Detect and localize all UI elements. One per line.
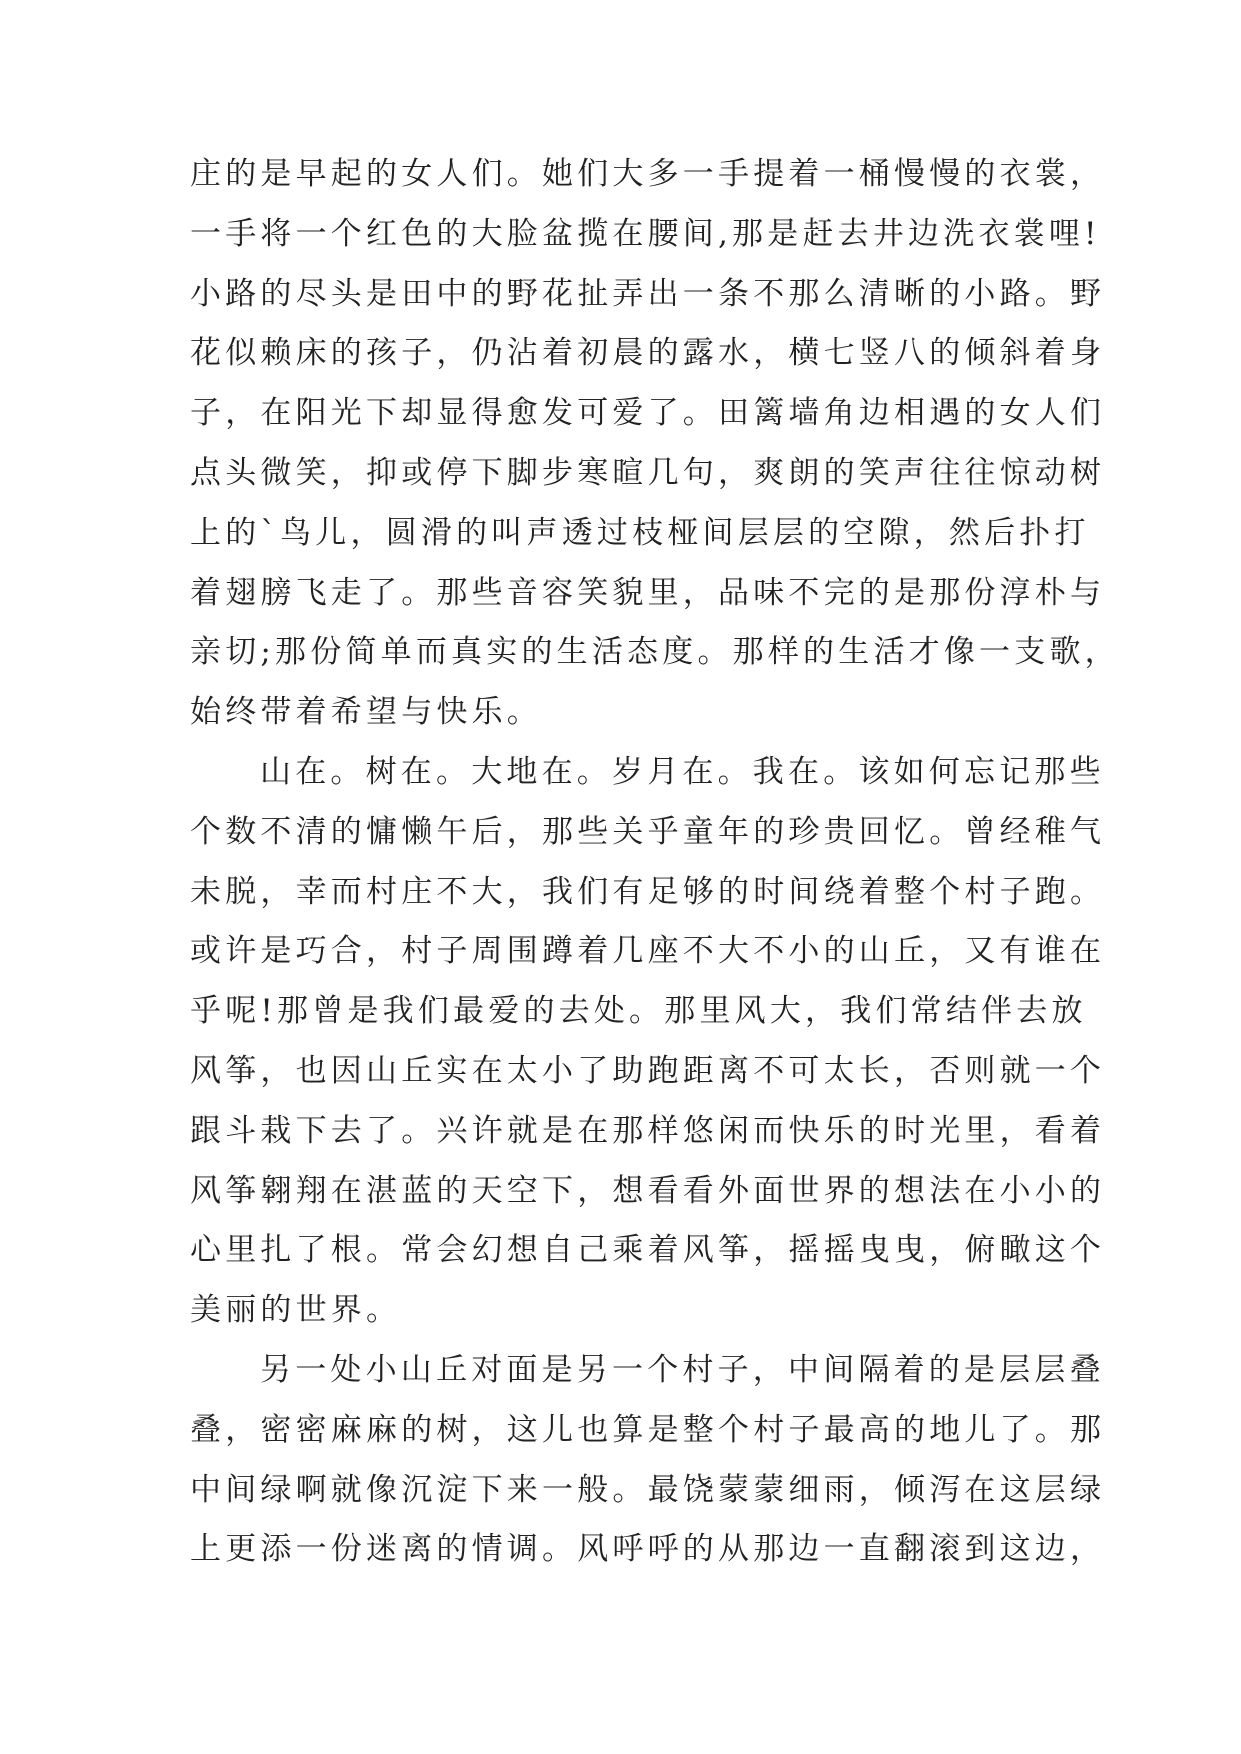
text-line: 上的`鸟儿，圆滑的叫声透过枝桠间层层的空隙，然后扑打 <box>190 514 1090 551</box>
text-line: 花似赖床的孩子，仍沾着初晨的露水，横七竖八的倾斜着身 <box>190 335 1106 372</box>
text-line: 乎呢!那曾是我们最爱的去处。那里风大，我们常结伴去放 <box>190 993 1087 1030</box>
paragraph-start-line: 山在。树在。大地在。岁月在。我在。该如何忘记那些 <box>260 753 1105 790</box>
paragraph-start-line: 另一处小山丘对面是另一个村子，中间隔着的是层层叠 <box>260 1351 1105 1388</box>
text-line: 点头微笑，抑或停下脚步寒暄几句，爽朗的笑声往往惊动树 <box>190 454 1106 491</box>
text-line: 庄的是早起的女人们。她们大多一手提着一桶慢慢的衣裳， <box>190 156 1106 192</box>
text-line: 子，在阳光下却显得愈发可爱了。田篱墙角边相遇的女人们 <box>190 395 1106 432</box>
text-line: 个数不清的慵懒午后，那些关乎童年的珍贵回忆。曾经稚气 <box>190 813 1106 850</box>
text-line: 跟斗栽下去了。兴许就是在那样悠闲而快乐的时光里，看着 <box>190 1112 1106 1149</box>
text-line: 始终带着希望与快乐。 <box>190 694 542 731</box>
text-line: 小路的尽头是田中的野花扯弄出一条不那么清晰的小路。野 <box>190 275 1106 312</box>
text-line: 中间绿啊就像沉淀下来一般。最饶蒙蒙细雨，倾泻在这层绿 <box>190 1471 1106 1508</box>
text-line: 美丽的世界。 <box>190 1292 402 1329</box>
text-line: 一手将一个红色的大脸盆揽在腰间,那是赶去井边洗衣裳哩! <box>190 215 1101 252</box>
text-line: 上更添一份迷离的情调。风呼呼的从那边一直翻滚到这边， <box>190 1531 1106 1568</box>
text-line: 或许是巧合，村子周围蹲着几座不大不小的山丘，又有谁在 <box>190 933 1106 970</box>
text-line: 未脱，幸而村庄不大，我们有足够的时间绕着整个村子跑。 <box>190 873 1106 910</box>
text-line: 着翅膀飞走了。那些音容笑貌里，品味不完的是那份淳朴与 <box>190 574 1106 611</box>
text-line: 心里扎了根。常会幻想自己乘着风筝，摇摇曳曳，俯瞰这个 <box>190 1232 1106 1269</box>
text-line: 叠，密密麻麻的树，这儿也算是整个村子最高的地儿了。那 <box>190 1411 1106 1448</box>
text-line: 风筝翱翔在湛蓝的天空下，想看看外面世界的想法在小小的 <box>190 1172 1106 1209</box>
text-line: 风筝，也因山丘实在太小了助跑距离不可太长，否则就一个 <box>190 1052 1106 1089</box>
text-line: 亲切;那份简单而真实的生活态度。那样的生活才像一支歌， <box>190 634 1120 671</box>
document-page <box>190 145 1120 1580</box>
